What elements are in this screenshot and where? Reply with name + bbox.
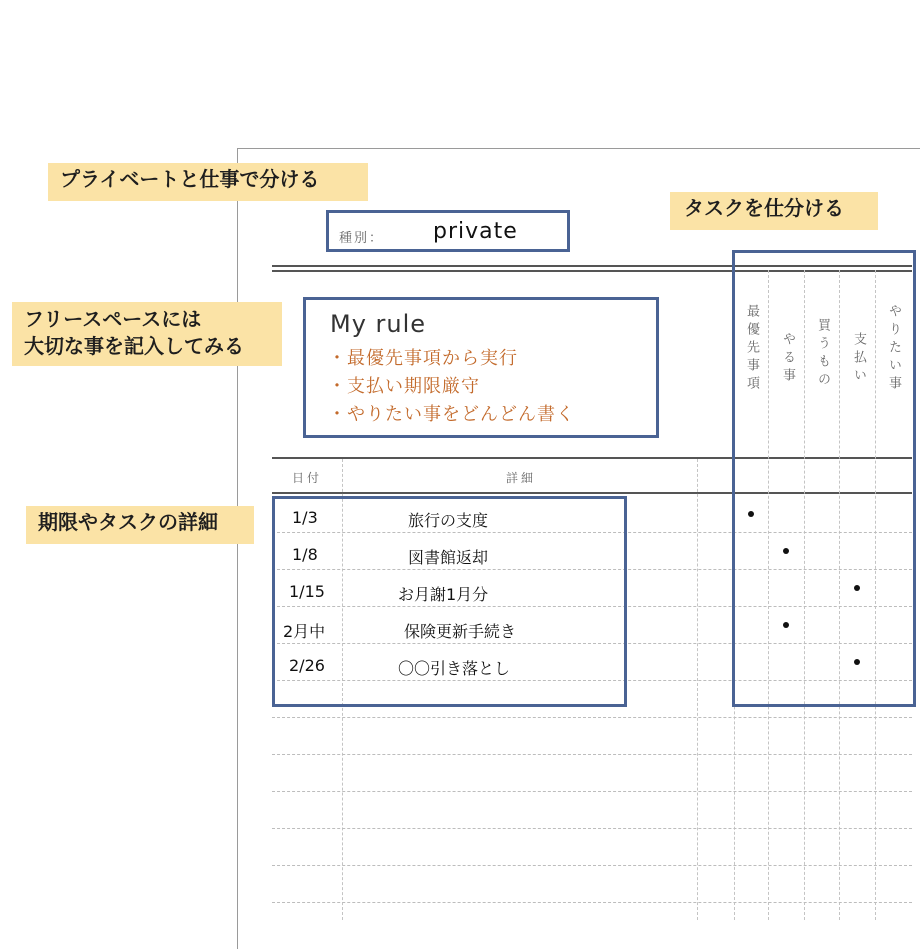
note-free-space-line1: フリースペースには xyxy=(24,307,202,331)
task-col-todo: やる事 xyxy=(780,332,795,386)
type-value: private xyxy=(433,219,518,244)
my-rule-box xyxy=(303,297,659,438)
row-line xyxy=(272,754,912,755)
row-2-detail: 図書館返却 xyxy=(408,548,489,567)
row-line xyxy=(272,791,912,792)
type-label: 種別： xyxy=(339,231,385,246)
row-line xyxy=(272,902,912,903)
rule-title: My rule xyxy=(330,310,427,338)
note-private-work-text: プライベートと仕事で分ける xyxy=(60,167,320,191)
row-4-detail: 保険更新手続き xyxy=(404,622,517,641)
note-deadline xyxy=(26,506,254,544)
row-2-date: 1/8 xyxy=(292,545,318,564)
row-3-date: 1/15 xyxy=(289,582,325,601)
note-task-sort-text: タスクを仕分ける xyxy=(684,196,844,220)
note-free-space xyxy=(12,302,282,366)
note-task-sort xyxy=(670,192,878,230)
row-1-date: 1/3 xyxy=(292,508,318,527)
task-columns-box xyxy=(732,250,916,707)
row-line xyxy=(272,828,912,829)
table-header-date: 日付 xyxy=(292,471,323,485)
task-detail-box xyxy=(272,496,627,707)
row-1-detail: 旅行の支度 xyxy=(408,511,489,530)
row-4-date: 2月中 xyxy=(283,622,326,641)
rule-item-2: ・支払い期限厳守 xyxy=(328,376,480,397)
row-3-detail: お月謝1月分 xyxy=(398,585,489,604)
row-5-detail: 〇〇引き落とし xyxy=(398,659,511,678)
rule-item-1: ・最優先事項から実行 xyxy=(328,348,518,369)
type-box xyxy=(326,210,570,252)
task-col-payment: 支払い xyxy=(851,332,866,386)
task-col-shopping: 買うもの xyxy=(815,318,830,390)
table-header-detail: 詳細 xyxy=(506,471,537,485)
note-private-work xyxy=(48,163,368,201)
row-5-date: 2/26 xyxy=(289,656,325,675)
row-line xyxy=(272,717,912,718)
rule-item-3: ・やりたい事をどんどん書く xyxy=(328,404,575,425)
note-deadline-text: 期限やタスクの詳細 xyxy=(38,510,218,534)
task-col-wish: やりたい事 xyxy=(886,304,901,394)
note-free-space-line2: 大切な事を記入してみる xyxy=(24,334,244,358)
row-line xyxy=(272,865,912,866)
task-col-priority: 最優先事項 xyxy=(744,304,759,394)
detail-column-separator xyxy=(697,459,698,920)
